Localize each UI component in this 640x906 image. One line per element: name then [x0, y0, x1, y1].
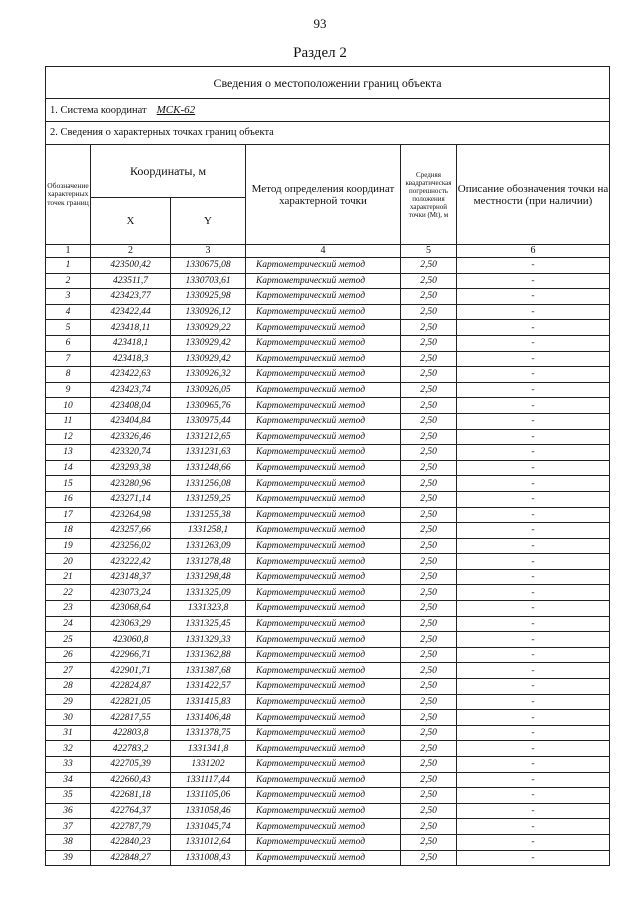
accuracy-cell: 2,50: [401, 429, 457, 445]
y-coordinate-cell: 1330929,22: [171, 320, 246, 336]
point-number-cell: 28: [46, 679, 91, 695]
description-cell: -: [457, 601, 610, 617]
x-coordinate-cell: 423280,96: [91, 476, 171, 492]
x-coordinate-cell: 422821,05: [91, 694, 171, 710]
method-cell: Картометрический метод: [246, 351, 401, 367]
table-row: [46, 725, 610, 741]
x-coordinate-cell: 422966,71: [91, 647, 171, 663]
table-row: [46, 585, 610, 601]
column-number: 3: [171, 245, 246, 258]
accuracy-cell: 2,50: [401, 741, 457, 757]
y-coordinate-cell: 1331422,57: [171, 679, 246, 695]
x-coordinate-cell: 423257,66: [91, 523, 171, 539]
method-cell: Картометрический метод: [246, 616, 401, 632]
method-cell: Картометрический метод: [246, 694, 401, 710]
accuracy-cell: 2,50: [401, 710, 457, 726]
column-number: 4: [246, 245, 401, 258]
description-cell: -: [457, 476, 610, 492]
y-coordinate-cell: 1331259,25: [171, 491, 246, 507]
point-number-cell: 36: [46, 803, 91, 819]
accuracy-cell: 2,50: [401, 398, 457, 414]
x-coordinate-cell: 423222,42: [91, 554, 171, 570]
table-row: [46, 834, 610, 850]
table-row: [46, 273, 610, 289]
description-cell: -: [457, 413, 610, 429]
y-coordinate-cell: 1331231,63: [171, 445, 246, 461]
method-cell: Картометрический метод: [246, 538, 401, 554]
table-row: [46, 398, 610, 414]
description-cell: -: [457, 616, 610, 632]
y-coordinate-cell: 1331323,8: [171, 601, 246, 617]
method-cell: Картометрический метод: [246, 523, 401, 539]
y-coordinate-cell: 1330929,42: [171, 335, 246, 351]
accuracy-cell: 2,50: [401, 538, 457, 554]
column-number: 5: [401, 245, 457, 258]
method-cell: Картометрический метод: [246, 413, 401, 429]
description-cell: -: [457, 273, 610, 289]
accuracy-cell: 2,50: [401, 616, 457, 632]
accuracy-cell: 2,50: [401, 258, 457, 274]
description-cell: -: [457, 523, 610, 539]
y-coordinate-cell: 1331248,66: [171, 460, 246, 476]
header-designation: Обозначение характерных точек границ: [46, 145, 91, 245]
description-cell: -: [457, 351, 610, 367]
point-number-cell: 4: [46, 304, 91, 320]
point-number-cell: 29: [46, 694, 91, 710]
table-row: [46, 523, 610, 539]
table-row: [46, 476, 610, 492]
point-number-cell: 17: [46, 507, 91, 523]
method-cell: Картометрический метод: [246, 382, 401, 398]
y-coordinate-cell: 1330703,61: [171, 273, 246, 289]
method-cell: Картометрический метод: [246, 741, 401, 757]
accuracy-cell: 2,50: [401, 757, 457, 773]
x-coordinate-cell: 422848,27: [91, 850, 171, 866]
description-cell: -: [457, 569, 610, 585]
method-cell: Картометрический метод: [246, 507, 401, 523]
description-cell: -: [457, 834, 610, 850]
y-coordinate-cell: 1331415,83: [171, 694, 246, 710]
x-coordinate-cell: 422783,2: [91, 741, 171, 757]
method-cell: Картометрический метод: [246, 569, 401, 585]
table-row: [46, 772, 610, 788]
method-cell: Картометрический метод: [246, 788, 401, 804]
point-number-cell: 27: [46, 663, 91, 679]
table-row: [46, 445, 610, 461]
method-cell: Картометрический метод: [246, 398, 401, 414]
section-title: Раздел 2: [293, 45, 347, 61]
description-cell: -: [457, 367, 610, 383]
method-cell: Картометрический метод: [246, 304, 401, 320]
table-row: [46, 413, 610, 429]
accuracy-cell: 2,50: [401, 632, 457, 648]
accuracy-cell: 2,50: [401, 413, 457, 429]
table-row: [46, 335, 610, 351]
column-number: 6: [457, 245, 610, 258]
point-number-cell: 24: [46, 616, 91, 632]
table-row: [46, 460, 610, 476]
description-cell: -: [457, 335, 610, 351]
table-row: [46, 616, 610, 632]
method-cell: Картометрический метод: [246, 585, 401, 601]
method-cell: Картометрический метод: [246, 850, 401, 866]
point-number-cell: 2: [46, 273, 91, 289]
description-cell: -: [457, 382, 610, 398]
x-coordinate-cell: 423326,46: [91, 429, 171, 445]
x-coordinate-cell: 423060,8: [91, 632, 171, 648]
x-coordinate-cell: 423511,7: [91, 273, 171, 289]
x-coordinate-cell: 423500,42: [91, 258, 171, 274]
x-coordinate-cell: 423256,02: [91, 538, 171, 554]
point-number-cell: 20: [46, 554, 91, 570]
method-cell: Картометрический метод: [246, 445, 401, 461]
description-cell: -: [457, 507, 610, 523]
accuracy-cell: 2,50: [401, 523, 457, 539]
x-coordinate-cell: 423408,04: [91, 398, 171, 414]
table-row: [46, 632, 610, 648]
point-number-cell: 39: [46, 850, 91, 866]
point-number-cell: 32: [46, 741, 91, 757]
description-cell: -: [457, 772, 610, 788]
accuracy-cell: 2,50: [401, 788, 457, 804]
x-coordinate-cell: 423148,37: [91, 569, 171, 585]
coordinate-system-row: [46, 99, 610, 122]
table-row: [46, 554, 610, 570]
table-row: [46, 351, 610, 367]
x-coordinate-cell: 422660,43: [91, 772, 171, 788]
table-row: [46, 803, 610, 819]
point-number-cell: 33: [46, 757, 91, 773]
accuracy-cell: 2,50: [401, 507, 457, 523]
method-cell: Картометрический метод: [246, 772, 401, 788]
y-coordinate-cell: 1331258,1: [171, 523, 246, 539]
y-coordinate-cell: 1331325,09: [171, 585, 246, 601]
description-cell: -: [457, 289, 610, 305]
method-cell: Картометрический метод: [246, 819, 401, 835]
header-coordinates: Координаты, м: [91, 145, 246, 198]
y-coordinate-cell: 1331387,68: [171, 663, 246, 679]
description-cell: -: [457, 850, 610, 866]
page-number: 93: [313, 16, 327, 31]
point-number-cell: 15: [46, 476, 91, 492]
table-row: [46, 710, 610, 726]
y-coordinate-cell: 1331263,09: [171, 538, 246, 554]
header-y: Y: [171, 198, 246, 245]
accuracy-cell: 2,50: [401, 335, 457, 351]
accuracy-cell: 2,50: [401, 585, 457, 601]
y-coordinate-cell: 1330926,05: [171, 382, 246, 398]
method-cell: Картометрический метод: [246, 273, 401, 289]
y-coordinate-cell: 1331362,88: [171, 647, 246, 663]
x-coordinate-cell: 422803,8: [91, 725, 171, 741]
method-cell: Картометрический метод: [246, 834, 401, 850]
table-row: [46, 757, 610, 773]
table-row: [46, 850, 610, 866]
method-cell: Картометрический метод: [246, 460, 401, 476]
accuracy-cell: 2,50: [401, 772, 457, 788]
accuracy-cell: 2,50: [401, 320, 457, 336]
x-coordinate-cell: 423418,1: [91, 335, 171, 351]
description-cell: -: [457, 398, 610, 414]
table-row: [46, 663, 610, 679]
accuracy-cell: 2,50: [401, 569, 457, 585]
points-section-label: 2. Сведения о характерных точках границ объекта: [46, 122, 610, 145]
x-coordinate-cell: 423418,11: [91, 320, 171, 336]
table-row: [46, 367, 610, 383]
method-cell: Картометрический метод: [246, 554, 401, 570]
y-coordinate-cell: 1330929,42: [171, 351, 246, 367]
point-number-cell: 30: [46, 710, 91, 726]
point-number-cell: 1: [46, 258, 91, 274]
table-row: [46, 647, 610, 663]
point-number-cell: 37: [46, 819, 91, 835]
point-number-cell: 25: [46, 632, 91, 648]
description-cell: -: [457, 710, 610, 726]
table-row: [46, 538, 610, 554]
description-cell: -: [457, 679, 610, 695]
x-coordinate-cell: 423418,3: [91, 351, 171, 367]
accuracy-cell: 2,50: [401, 679, 457, 695]
point-number-cell: 35: [46, 788, 91, 804]
x-coordinate-cell: 422824,87: [91, 679, 171, 695]
point-number-cell: 16: [46, 491, 91, 507]
y-coordinate-cell: 1331045,74: [171, 819, 246, 835]
table-row: [46, 788, 610, 804]
point-number-cell: 5: [46, 320, 91, 336]
point-number-cell: 19: [46, 538, 91, 554]
method-cell: Картометрический метод: [246, 601, 401, 617]
x-coordinate-cell: 422764,37: [91, 803, 171, 819]
accuracy-cell: 2,50: [401, 304, 457, 320]
point-number-cell: 26: [46, 647, 91, 663]
point-number-cell: 18: [46, 523, 91, 539]
table-row: [46, 429, 610, 445]
method-cell: Картометрический метод: [246, 710, 401, 726]
column-number-row: [46, 245, 610, 258]
point-number-cell: 14: [46, 460, 91, 476]
y-coordinate-cell: 1331329,33: [171, 632, 246, 648]
header-method: Метод определения координат характерной точки: [246, 145, 401, 245]
accuracy-cell: 2,50: [401, 663, 457, 679]
accuracy-cell: 2,50: [401, 647, 457, 663]
table-row: [46, 320, 610, 336]
header-description: Описание обозначения точки на местности (при наличии): [457, 145, 610, 245]
y-coordinate-cell: 1330926,12: [171, 304, 246, 320]
method-cell: Картометрический метод: [246, 632, 401, 648]
description-cell: -: [457, 803, 610, 819]
point-number-cell: 13: [46, 445, 91, 461]
method-cell: Картометрический метод: [246, 757, 401, 773]
accuracy-cell: 2,50: [401, 694, 457, 710]
description-cell: -: [457, 538, 610, 554]
description-cell: -: [457, 460, 610, 476]
y-coordinate-cell: 1330975,44: [171, 413, 246, 429]
accuracy-cell: 2,50: [401, 491, 457, 507]
y-coordinate-cell: 1330675,08: [171, 258, 246, 274]
method-cell: Картометрический метод: [246, 289, 401, 305]
y-coordinate-cell: 1331117,44: [171, 772, 246, 788]
accuracy-cell: 2,50: [401, 460, 457, 476]
point-number-cell: 31: [46, 725, 91, 741]
y-coordinate-cell: 1331341,8: [171, 741, 246, 757]
table-row: [46, 491, 610, 507]
accuracy-cell: 2,50: [401, 382, 457, 398]
header-x: X: [91, 198, 171, 245]
point-number-cell: 6: [46, 335, 91, 351]
column-number: 2: [91, 245, 171, 258]
point-number-cell: 7: [46, 351, 91, 367]
y-coordinate-cell: 1331105,06: [171, 788, 246, 804]
table-row: [46, 679, 610, 695]
y-coordinate-cell: 1331058,46: [171, 803, 246, 819]
header-accuracy: Средняя квадратическая погрешность положения характерной точки (Mt), м: [401, 145, 457, 245]
description-cell: -: [457, 258, 610, 274]
x-coordinate-cell: 422705,39: [91, 757, 171, 773]
table-row: [46, 694, 610, 710]
point-number-cell: 38: [46, 834, 91, 850]
accuracy-cell: 2,50: [401, 819, 457, 835]
point-number-cell: 8: [46, 367, 91, 383]
y-coordinate-cell: 1331008,43: [171, 850, 246, 866]
table-row: [46, 304, 610, 320]
y-coordinate-cell: 1330926,32: [171, 367, 246, 383]
description-cell: -: [457, 725, 610, 741]
x-coordinate-cell: 422787,79: [91, 819, 171, 835]
description-cell: -: [457, 663, 610, 679]
table-row: [46, 569, 610, 585]
y-coordinate-cell: 1330965,76: [171, 398, 246, 414]
x-coordinate-cell: 422840,23: [91, 834, 171, 850]
y-coordinate-cell: 1331202: [171, 757, 246, 773]
coordinate-system-value: МСК-62: [156, 103, 196, 116]
description-cell: -: [457, 429, 610, 445]
accuracy-cell: 2,50: [401, 351, 457, 367]
x-coordinate-cell: 423264,98: [91, 507, 171, 523]
table-row: [46, 819, 610, 835]
x-coordinate-cell: 423404,84: [91, 413, 171, 429]
table-row: [46, 382, 610, 398]
description-cell: -: [457, 491, 610, 507]
x-coordinate-cell: 423068,64: [91, 601, 171, 617]
method-cell: Картометрический метод: [246, 320, 401, 336]
x-coordinate-cell: 423293,38: [91, 460, 171, 476]
accuracy-cell: 2,50: [401, 445, 457, 461]
point-number-cell: 23: [46, 601, 91, 617]
accuracy-cell: 2,50: [401, 289, 457, 305]
x-coordinate-cell: 422817,55: [91, 710, 171, 726]
method-cell: Картометрический метод: [246, 335, 401, 351]
method-cell: Картометрический метод: [246, 367, 401, 383]
x-coordinate-cell: 423073,24: [91, 585, 171, 601]
description-cell: -: [457, 788, 610, 804]
accuracy-cell: 2,50: [401, 725, 457, 741]
boundary-points-table: [45, 66, 610, 866]
description-cell: -: [457, 445, 610, 461]
accuracy-cell: 2,50: [401, 803, 457, 819]
description-cell: -: [457, 694, 610, 710]
y-coordinate-cell: 1331256,08: [171, 476, 246, 492]
accuracy-cell: 2,50: [401, 476, 457, 492]
description-cell: -: [457, 554, 610, 570]
method-cell: Картометрический метод: [246, 429, 401, 445]
x-coordinate-cell: 423422,63: [91, 367, 171, 383]
x-coordinate-cell: 423063,29: [91, 616, 171, 632]
table-row: [46, 507, 610, 523]
column-number: 1: [46, 245, 91, 258]
x-coordinate-cell: 423422,44: [91, 304, 171, 320]
method-cell: Картометрический метод: [246, 663, 401, 679]
accuracy-cell: 2,50: [401, 834, 457, 850]
point-number-cell: 10: [46, 398, 91, 414]
description-cell: -: [457, 647, 610, 663]
accuracy-cell: 2,50: [401, 554, 457, 570]
method-cell: Картометрический метод: [246, 476, 401, 492]
method-cell: Картометрический метод: [246, 491, 401, 507]
accuracy-cell: 2,50: [401, 850, 457, 866]
x-coordinate-cell: 423423,77: [91, 289, 171, 305]
point-number-cell: 11: [46, 413, 91, 429]
description-cell: -: [457, 585, 610, 601]
description-cell: -: [457, 632, 610, 648]
method-cell: Картометрический метод: [246, 803, 401, 819]
x-coordinate-cell: 422901,71: [91, 663, 171, 679]
table-row: [46, 601, 610, 617]
point-number-cell: 12: [46, 429, 91, 445]
y-coordinate-cell: 1331406,48: [171, 710, 246, 726]
description-cell: -: [457, 819, 610, 835]
y-coordinate-cell: 1331378,75: [171, 725, 246, 741]
y-coordinate-cell: 1331012,64: [171, 834, 246, 850]
x-coordinate-cell: 422681,18: [91, 788, 171, 804]
coordinate-system-label: 1. Система координат: [50, 104, 147, 116]
table-row: [46, 741, 610, 757]
y-coordinate-cell: 1331325,45: [171, 616, 246, 632]
point-number-cell: 9: [46, 382, 91, 398]
accuracy-cell: 2,50: [401, 601, 457, 617]
method-cell: Картометрический метод: [246, 647, 401, 663]
x-coordinate-cell: 423271,14: [91, 491, 171, 507]
method-cell: Картометрический метод: [246, 679, 401, 695]
point-number-cell: 34: [46, 772, 91, 788]
x-coordinate-cell: 423320,74: [91, 445, 171, 461]
table-row: [46, 258, 610, 274]
point-number-cell: 3: [46, 289, 91, 305]
accuracy-cell: 2,50: [401, 273, 457, 289]
description-cell: -: [457, 320, 610, 336]
method-cell: Картометрический метод: [246, 258, 401, 274]
point-number-cell: 21: [46, 569, 91, 585]
description-cell: -: [457, 757, 610, 773]
y-coordinate-cell: 1331298,48: [171, 569, 246, 585]
y-coordinate-cell: 1331255,38: [171, 507, 246, 523]
y-coordinate-cell: 1331278,48: [171, 554, 246, 570]
point-number-cell: 22: [46, 585, 91, 601]
table-title: Сведения о местоположении границ объекта: [46, 67, 610, 99]
y-coordinate-cell: 1331212,65: [171, 429, 246, 445]
description-cell: -: [457, 741, 610, 757]
y-coordinate-cell: 1330925,98: [171, 289, 246, 305]
description-cell: -: [457, 304, 610, 320]
x-coordinate-cell: 423423,74: [91, 382, 171, 398]
method-cell: Картометрический метод: [246, 725, 401, 741]
table-row: [46, 289, 610, 305]
accuracy-cell: 2,50: [401, 367, 457, 383]
